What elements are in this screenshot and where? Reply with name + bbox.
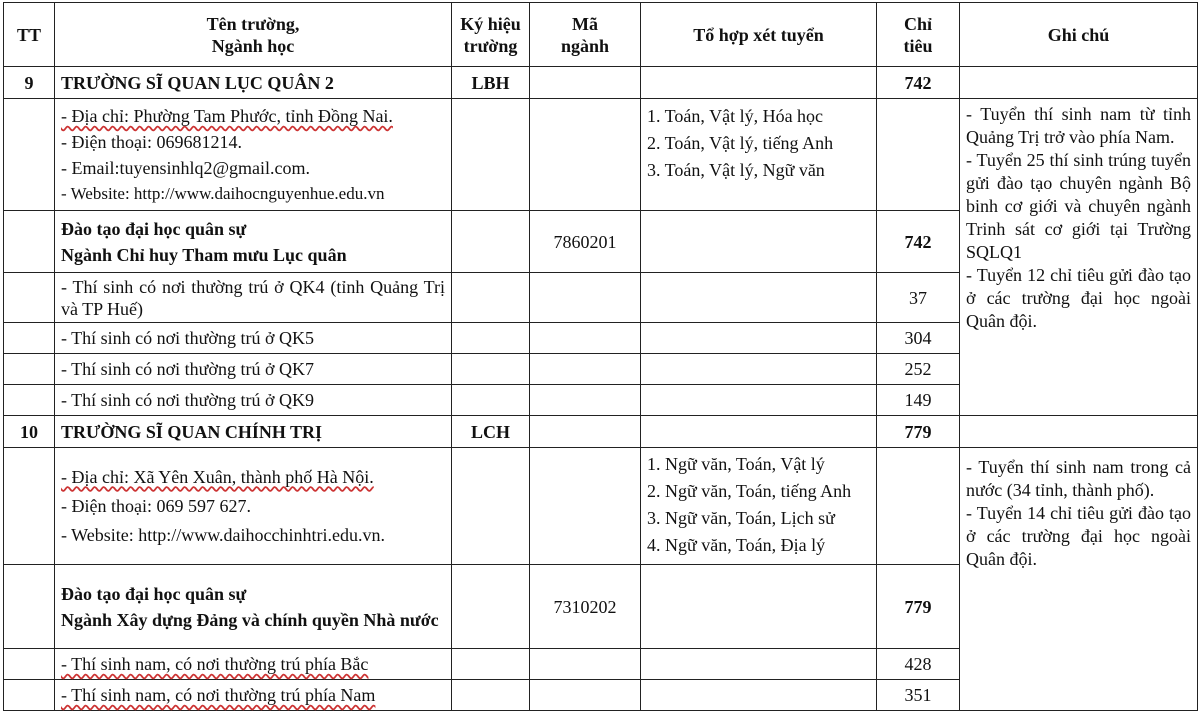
header-quota-line2: tiêu: [903, 35, 933, 56]
combo-item: 2. Toán, Vật lý, tiếng Anh: [647, 133, 834, 153]
school-row: [4, 67, 1198, 99]
school-tt: 10: [4, 416, 55, 448]
header-name-line2: Ngành học: [211, 35, 295, 56]
school-row: [4, 416, 1198, 448]
program-quota: 779: [877, 565, 960, 649]
quota-row-label-text: - Thí sinh nam, có nơi thường trú phía Nam: [61, 685, 376, 705]
combo-item: 3. Ngữ văn, Toán, Lịch sử: [647, 508, 835, 528]
address-line: [61, 103, 445, 129]
quota-row-value: 149: [877, 385, 960, 416]
school-quota: 742: [877, 67, 960, 99]
header-code-line1: Ký hiệu: [460, 13, 521, 34]
quota-row-label: [55, 680, 452, 711]
address-text: - Địa chỉ: Xã Yên Xuân, thành phố Hà Nội.: [61, 466, 374, 487]
school-info-row: [4, 99, 1198, 211]
school-tt: 9: [4, 67, 55, 99]
combo-item: 4. Ngữ văn, Toán, Địa lý: [647, 535, 826, 555]
school-name: TRƯỜNG SĨ QUAN CHÍNH TRỊ: [55, 416, 452, 448]
program-title-line2: Ngành Chỉ huy Tham mưu Lục quân: [61, 244, 347, 265]
quota-row-value: 37: [877, 273, 960, 323]
quota-row-label: - Thí sinh có nơi thường trú ở QK4 (tỉnh Quảng Trị và TP Huế): [55, 273, 452, 323]
combos-list: [641, 448, 877, 565]
combo-item: 3. Toán, Vật lý, Ngữ văn: [647, 160, 825, 180]
phone-line: - Điện thoại: 069681214.: [61, 132, 242, 152]
school-info-row: [4, 448, 1198, 565]
website-line: - Website: http://www.daihocchinhtri.edu.vn.: [61, 524, 385, 545]
combo-item: 2. Ngữ văn, Toán, tiếng Anh: [647, 481, 852, 501]
school-code: LCH: [452, 416, 530, 448]
school-notes: - Tuyển thí sinh nam trong cả nước (34 tỉnh, thành phố). - Tuyển 14 chỉ tiêu gửi đào tạo ở các trường đại học ngoài Quân đội.: [960, 448, 1198, 711]
program-title: [55, 211, 452, 273]
header-code-line2: trường: [463, 35, 518, 56]
address-text: - Địa chỉ: Phường Tam Phước, tỉnh Đồng Nai.: [61, 106, 393, 126]
header-tt: TT: [4, 3, 55, 67]
school-code: LBH: [452, 67, 530, 99]
program-quota: 742: [877, 211, 960, 273]
header-quota-line1: Chỉ: [903, 13, 932, 34]
header-code: [452, 3, 530, 67]
email-line: - Email:tuyensinhlq2@gmail.com.: [61, 158, 311, 178]
program-title-line2: Ngành Xây dựng Đảng và chính quyền Nhà nước: [61, 609, 439, 630]
header-combos: Tổ hợp xét tuyển: [641, 3, 877, 67]
combo-item: 1. Toán, Vật lý, Hóa học: [647, 106, 824, 126]
address-line: [61, 463, 445, 492]
school-info: [55, 448, 452, 565]
program-code: 7310202: [530, 565, 641, 649]
quota-row-label: - Thí sinh có nơi thường trú ở QK5: [55, 323, 452, 354]
quota-row-label: [55, 649, 452, 680]
program-title-line1: Đào tạo đại học quân sự: [61, 583, 247, 604]
quota-row-value: 428: [877, 649, 960, 680]
program-title: [55, 565, 452, 649]
quota-row-value: 304: [877, 323, 960, 354]
admission-table: [3, 2, 1198, 711]
quota-row-value: 252: [877, 354, 960, 385]
header-row: [4, 3, 1198, 67]
school-name: TRƯỜNG SĨ QUAN LỤC QUÂN 2: [55, 67, 452, 99]
header-major-code-line2: ngành: [560, 35, 610, 56]
header-quota: [877, 3, 960, 67]
school-info: [55, 99, 452, 211]
combos-list: [641, 99, 877, 211]
website-line: - Website: http://www.daihocnguyenhue.edu.vn: [61, 184, 385, 203]
header-major-code: [530, 3, 641, 67]
program-code: 7860201: [530, 211, 641, 273]
combo-item: 1. Ngữ văn, Toán, Vật lý: [647, 454, 825, 474]
program-title-line1: Đào tạo đại học quân sự: [61, 218, 247, 239]
school-notes: - Tuyển thí sinh nam từ tỉnh Quảng Trị trở vào phía Nam. - Tuyển 25 thí sinh trúng tuyển gửi đào tạo chuyên ngành Bộ binh cơ giới và chuyên ngành Trinh sát cơ giới tại Trường SQLQ1 - Tuyển 12 chỉ tiêu gửi đào tạo ở các trường đại học ngoài Quân đội.: [960, 99, 1198, 416]
school-quota: 779: [877, 416, 960, 448]
quota-row-value: 351: [877, 680, 960, 711]
header-name-line1: Tên trường,: [206, 13, 300, 34]
header-name: [55, 3, 452, 67]
quota-row-label: - Thí sinh có nơi thường trú ở QK7: [55, 354, 452, 385]
header-major-code-line1: Mã: [572, 13, 598, 34]
quota-row-label-text: - Thí sinh nam, có nơi thường trú phía Bắc: [61, 654, 369, 674]
header-notes: Ghi chú: [960, 3, 1198, 67]
phone-line: - Điện thoại: 069 597 627.: [61, 495, 251, 516]
quota-row-label: - Thí sinh có nơi thường trú ở QK9: [55, 385, 452, 416]
